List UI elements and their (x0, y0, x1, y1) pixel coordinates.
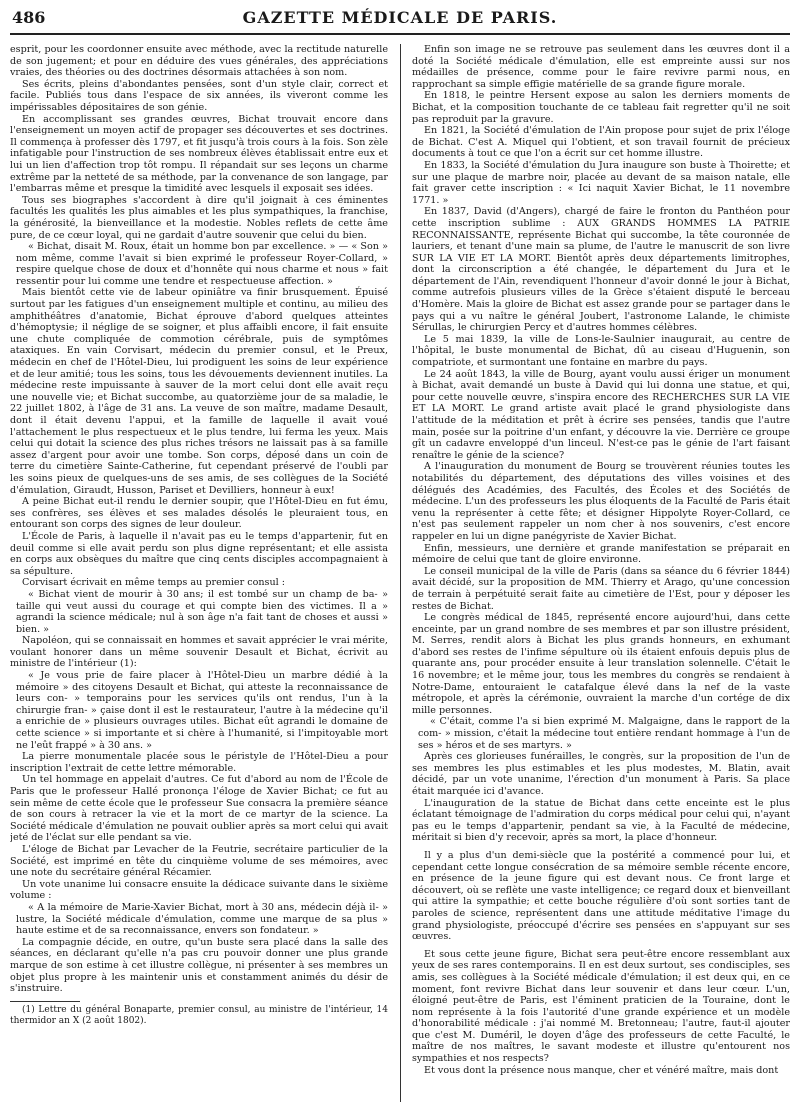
paragraph: En 1818, le peintre Hersent expose au salon les derniers moments de Bichat, et la composition touchante de ce tableau fait regretter qu'il ne soit pas reproduit par la gravure. (412, 90, 790, 125)
paragraph: Enfin son image ne se retrouve pas seulement dans les œuvres dont il a doté la Société médicale d'émulation, elle est empreinte aussi sur nos médailles de présence, comme pour le faire revivre parmi nous, en rapprochant sa simple effigie matérielle de sa grande figure morale. (412, 44, 790, 90)
journal-title: GAZETTE MÉDICALE DE PARIS. (242, 8, 558, 27)
paragraph: En 1821, la Société d'émulation de l'Ain propose pour sujet de prix l'éloge de Bichat. C'est A. Miquel qui l'obtient, et son travail fournit de précieux documents à tout ce que l'on a écrit sur cet homme illustre. (412, 125, 790, 160)
paragraph: Un vote unanime lui consacre ensuite la dédicace suivante dans le sixième volume : (10, 878, 388, 902)
paragraph: Il y a plus d'un demi-siècle que la postérité a commencé pour lui, et cependant cette longue consécration de sa mémoire semble récente encore, en présence de la jeune figure qui est devant nous. Ce front large et découvert, où se reflète une vaste intelligence; ce regard doux et bienveillant qui attire la sympathie; et cette bouche régulière d'où sont sorties tant de paroles de science, représentent dans une attitude méditative l'image du grand physiologiste, préoccupé d'écrire ses pensées en s'appuyant sur ses œuvres. (412, 849, 790, 943)
column-divider (400, 44, 401, 1102)
paragraph: En 1837, David (d'Angers), chargé de faire le fronton du Panthéon pour cette inscription sublime : AUX GRANDS HOMMES LA PATRIE RECONNAISSANTE, représente Bichat qui succombe, la tête couronnée de lauriers, et tenant d'une main sa plume, de l'autre le manuscrit de son livre SUR LA VIE ET LA MORT. Bientôt après deux départements limitrophes, dont la circonscription a été changée, le département du Jura et le département de l'Ain, revendiquent l'honneur d'avoir donné le jour à Bichat, comme autrefois plusieurs villes de la Grèce s'étaient disputé le berceau d'Homère. Mais la gloire de Bichat est assez grande pour se partager dans le pays qui a vu naître le général Joubert, l'astronome Lalande, le chimiste Sérullas, le chirurgien Percy et d'autres hommes célèbres. (412, 206, 790, 334)
paragraph: Enfin, messieurs, une dernière et grande manifestation se préparait en mémoire de celui que tant de gloire environne. (412, 542, 790, 566)
footnote-rule (10, 1001, 80, 1002)
paragraph: L'éloge de Bichat par Levacher de la Feutrie, secrétaire particulier de la Société, est imprimé en tête du cinquième volume de ses mémoires, avec une note du secrétaire général Récamier. (10, 843, 388, 879)
quotation: « C'était, comme l'a si bien exprimé M. Malgaigne, dans le rapport de la com- » mission, c'était la médecine tout entière rendant hommage à l'un de ses » héros et de ses martyrs. » (418, 716, 790, 751)
paragraph: Corvisart écrivait en même temps au premier consul : (22, 577, 286, 589)
left-column (10, 44, 388, 1102)
paragraph: L'École de Paris, à laquelle il n'avait pas eu le temps d'appartenir, fut en deuil comme si elle avait perdu son plus digne représentant; et elle assista en corps aux obsèques du maître que cinq cents disciples accompagnaient à sa sépulture. (10, 530, 388, 577)
paragraph: Et vous dont la présence nous manque, cher et vénéré maître, mais dont (424, 1064, 779, 1076)
quotation: « Bichat vient de mourir à 30 ans; il est tombé sur un champ de ba- » taille qui veut aussi du courage et qui compte bien des victimes. Il a » agrandi la science médicale; nul à son âge n'a fait tant de choses et aussi » bien. » (16, 588, 388, 635)
paragraph: Le congrès médical de 1845, représenté encore aujourd'hui, dans cette enceinte, par un grand nombre de ses membres et par son illustre président, M. Serres, rendit alors à Bichat les plus grands honneurs, en exhumant d'abord ses restes de l'infime sépulture où ils étaient enfouis depuis plus de quarante ans, pour procéder ensuite à leur translation solennelle. C'était le 16 novembre; et le même jour, tous les membres du congrès se rendaient à Notre-Dame, entouraient le catafalque élevé dans la nef de la vaste métropole, et après la cérémonie, ouvraient la marche d'un cortége de dix mille personnes. (412, 612, 790, 716)
footnote: (1) Lettre du général Bonaparte, premier consul, au ministre de l'intérieur, 14 thermidor an X (2 août 1802). (10, 1004, 388, 1026)
paragraph: esprit, pour les coordonner ensuite avec méthode, avec la rectitude naturelle de son jugement; et pour en déduire des vues générales, des appréciations vraies, des théories ou des doctrines désormais attachées à son nom. (10, 44, 388, 79)
paragraph: Le 24 août 1843, la ville de Bourg, ayant voulu aussi ériger un monument à Bichat, avait demandé un buste à David qui lui donna une statue, et qui, pour cette nouvelle œuvre, s'inspira encore des RECHERCHES SUR LA VIE ET LA MORT. Le grand artiste avait placé le grand physiologiste dans l'attitude de la méditation et prêt à écrire ses pensées, tandis que l'autre main, posée sur la poitrine d'un enfant, y découvre la vie. Derrière ce groupe gît un cadavre enveloppé d'un linceul. N'est-ce pas le génie de l'art faisant renaître le génie de la science? (412, 368, 790, 461)
quotation: « Bichat, disait M. Roux, était un homme bon par excellence. » — « Son » nom même, comme l'avait si bien exprimé le professeur Royer-Collard, » respire quelque chose de doux et d'honnête qui nous charme et nous » fait ressentir pour lui comme une tendre et respectueuse affection. » (16, 241, 388, 287)
article-body (10, 44, 790, 1102)
paragraph: A peine Bichat eut-il rendu le dernier soupir, que l'Hôtel-Dieu en fut ému, ses confrères, ses élèves et ses malades désolés le pleuraient tous, en entourant son corps des signes de leur douleur. (10, 496, 388, 531)
paragraph: En 1833, la Société d'émulation du Jura inaugure son buste à Thoirette; et sur une plaque de marbre noir, placée au devant de sa maison natale, elle fait graver cette inscription : « Ici naquit Xavier Bichat, le 11 novembre 1771. » (412, 159, 790, 206)
paragraph: Le 5 mai 1839, la ville de Lons-le-Saulnier inaugurait, au centre de l'hôpital, le buste monumental de Bichat, dû au ciseau d'Huguenin, son compatriote, et surmontant une fontaine en marbre du pays. (412, 333, 790, 369)
page-header (10, 0, 790, 38)
quotation: « A la mémoire de Marie-Xavier Bichat, mort à 30 ans, médecin déjà il- » lustre, la Société médicale d'émulation, comme une marque de sa plus » haute estime et de sa reconnaissance, envers son fondateur. » (16, 901, 388, 937)
paragraph: La compagnie décide, en outre, qu'un buste sera placé dans la salle des séances, en déclarant qu'elle n'a pas cru pouvoir donner une plus grande marque de son estime à cet illustre collègue, ni présenter à ses membres un objet plus propre à les maintenir unis et constamment animés du désir de s'instruire. (10, 936, 388, 995)
paragraph: Tous ses biographes s'accordent à dire qu'il joignait à ces éminentes facultés les qualités les plus aimables et les plus sympathiques, la franchise, la générosité, la bienveillance et la modestie. Nobles reflets de cette âme pure, de ce cœur loyal, qui ne gardait d'autre souvenir que celui du bien. (10, 194, 388, 241)
paragraph: A l'inauguration du monument de Bourg se trouvèrent réunies toutes les notabilités du département, des députations des villes voisines et des délégués des Académies, des Facultés, des Écoles et des Sociétés de médecine. L'un des professeurs les plus éloquents de la Faculté de Paris était venu la représenter à cette fête; et désigner Hippolyte Royer-Collard, ce n'est pas seulement rappeler un nom cher à nos souvenirs, c'est encore rappeler en lui un digne panégyriste de Xavier Bichat. (412, 461, 790, 542)
paragraph: L'inauguration de la statue de Bichat dans cette enceinte est le plus éclatant témoignage de l'admiration du corps médical pour celui qui, n'ayant pas eu le temps d'appartenir, pendant sa vie, à la Faculté de médecine, méritait si bien d'y recevoir, après sa mort, la place d'honneur. (412, 797, 790, 844)
page-number: 486 (12, 8, 46, 27)
paragraph: Ses écrits, pleins d'abondantes pensées, sont d'un style clair, correct et facile. Publiés tous dans l'espace de six années, ils viveront comme les impérissables dépositaires de son génie. (10, 78, 388, 113)
paragraph: Et sous cette jeune figure, Bichat sera peut-être encore ressemblant aux yeux de ses rares contemporains. Il en est deux surtout, ses condisciples, ses amis, ses collègues à la Société médicale d'émulation; il est deux qui, en ce moment, font revivre Bichat dans leur souvenir et dans leur cœur. L'un, éloigné peut-être de Paris, est l'éminent praticien de la Touraine, dont le nom représente à la fois l'autorité d'une grande expérience et un modèle d'honorabilité médicale : j'ai nommé M. Bretonneau; l'autre, faut-il ajouter que c'est M. Duméril, le doyen d'âge des professeurs de cette Faculté, le maître de nos maîtres, le savant modeste et illustre qu'entourent nos sympathies et nos respects? (412, 948, 790, 1065)
paragraph: Le conseil municipal de la ville de Paris (dans sa séance du 6 février 1844) avait décidé, sur la proposition de MM. Thierry et Arago, qu'une concession de terrain à perpétuité serait faite au cimetière de l'Est, pour y déposer les restes de Bichat. (412, 565, 790, 612)
paragraph: Un tel hommage en appelait d'autres. Ce fut d'abord au nom de l'École de Paris que le professeur Hallé prononça l'éloge de Xavier Bichat; ce fut au sein même de cette école que le professeur Sue consacra la première séance de son cours à retracer la vie et la mort de ce martyr de la science. La Société médicale d'émulation ne pouvait oublier après sa mort celui qui avait jeté de l'éclat sur elle pendant sa vie. (10, 774, 388, 844)
paragraph: Mais bientôt cette vie de labeur opiniâtre va finir brusquement. Épuisé surtout par les fatigues d'un enseignement multiple et continu, au milieu des amphithéâtres d'anatomie, Bichat éprouve d'abord quelques atteintes d'hémoptysie; il néglige de se soigner, et plus affaibli encore, il fait ensuite une chute compliquée de commotion cérébrale, puis de symptômes ataxiques. En vain Corvisart, médecin du premier consul, et le Preux, médecin en chef de l'Hôtel-Dieu, lui prodiguent les soins de leur expérience et de leur amitié; tous les soins, tous les dévouements deviennent inutiles. La médecine reste impuissante à sauver de la mort celui dont elle avait reçu une nouvelle vie; et Bichat succombe, au quatorzième jour de sa maladie, le 22 juillet 1802, à l'âge de 31 ans. La veuve de son maître, madame Desault, dont il était devenu l'appui, et la famille de laquelle il avait voué l'attachement le plus respectueux et le plus tendre, lui ferma les yeux. Mais celui qui dotait la science des plus riches trésors ne laissait pas à sa famille assez d'argent pour avoir une tombe. Son corps, déposé dans un coin de terre du cimetière Sainte-Catherine, fut cependant préservé de l'oubli par les soins pieux de quelques-uns de ses amis, de ses collègues de la Société d'émulation, Giraudt, Husson, Pariset et Devilliers, honneur à eux! (10, 287, 388, 496)
paragraph: La pierre monumentale placée sous le péristyle de l'Hôtel-Dieu a pour inscription l'extrait de cette lettre mémorable. (10, 751, 388, 774)
right-column (412, 44, 790, 1102)
paragraph: Napoléon, qui se connaissait en hommes et savait apprécier le vrai mérite, voulant honorer dans un même souvenir Desault et Bichat, écrivit au ministre de l'intérieur (1): (10, 635, 388, 670)
paragraph: En accomplissant ses grandes œuvres, Bichat trouvait encore dans l'enseignement un moyen actif de propager ses découvertes et ses doctrines. Il commença à professer dès 1797, et fit jusqu'à trois cours à la fois. Son zèle infatigable pour l'instruction de ses nombreux élèves établissait entre eux et lui un lien d'affection trop tôt rompu. Il répandait sur ses leçons un charme extrême par la netteté de sa méthode, par la convenance de son langage, par l'embarras même et presque la timidité avec lesquels il exposait ses idées. (10, 113, 388, 195)
paragraph: Après ces glorieuses funérailles, le congrès, sur la proposition de l'un de ses membres les plus estimables et les plus modestes, M. Blatin, avait décidé, par un vote unanime, l'érection d'un monument à Paris. Sa place était marquée ici d'avance. (412, 751, 790, 797)
header-rule (10, 33, 790, 35)
quotation: « Je vous prie de faire placer à l'Hôtel-Dieu un marbre dédié à la mémoire » des citoyens Desault et Bichat, qui atteste la reconnaissance de leurs con- » temporains pour les services qu'ils ont rendus, l'un à la chirurgie fran- » çaise dont il est le restaurateur, l'autre à la médecine qu'il a enrichie de » plusieurs ouvrages utiles. Bichat eût agrandi le domaine de cette science » si importante et si chère à l'humanité, si l'impitoyable mort ne l'eût frappé » à 30 ans. » (16, 670, 388, 751)
